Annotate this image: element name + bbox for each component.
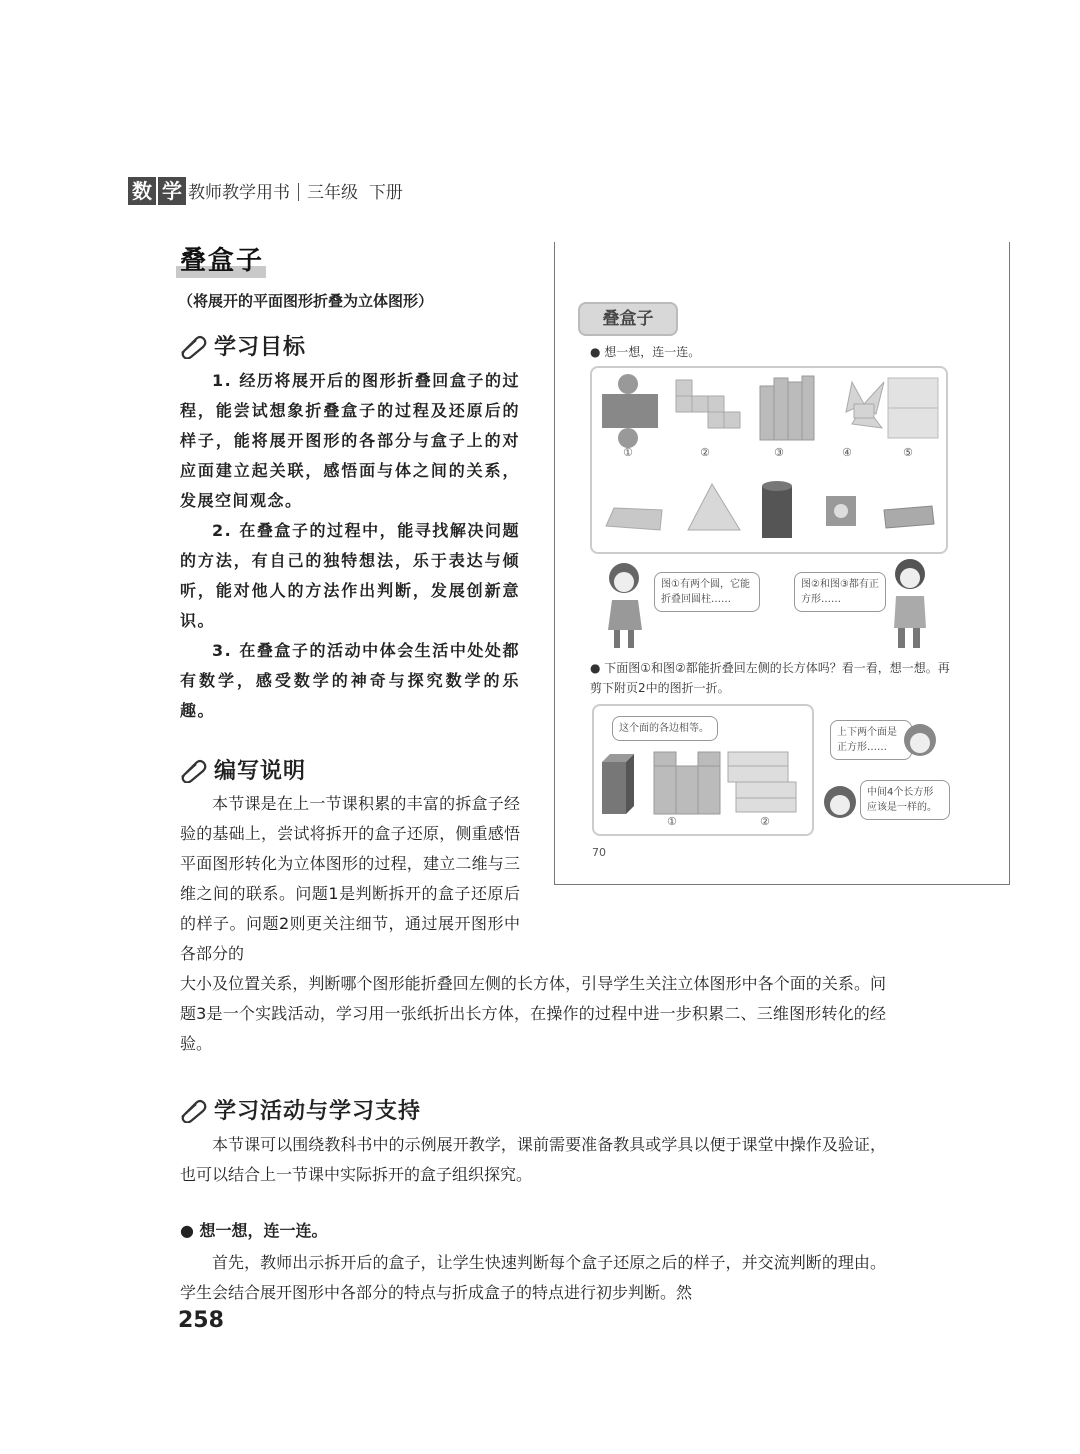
goals-list [180,366,520,726]
solid-pyramid [688,484,740,530]
activity-bullet: ● 想一想，连一连。 [180,1221,328,1240]
solid-flat-box [606,508,662,530]
writing-heading-text: 编写说明 [214,759,307,784]
header-separator [298,183,299,201]
logo-char-1: 数 [128,177,156,205]
net-option-2 [728,752,796,812]
page-number: 258 [178,1308,224,1333]
cuboid-original [602,754,634,814]
logo-char-2: 学 [158,177,186,205]
goals-heading-text: 学习目标 [214,335,307,360]
solid-cylinder [762,481,792,538]
net-cylinder [602,374,658,448]
sub-label-2: ② [760,815,770,828]
net-option-1 [654,752,720,814]
activity-heading [178,1094,421,1125]
solid-cube-hole [826,496,856,526]
girl-face-icon [822,784,858,820]
solids-row [600,480,940,546]
writing-para-full: 大小及位置关系，判断哪个图形能折叠回左侧的长方体，引导学生关注立体图形中各个面的关系。问题3是一个实践活动，学习用一张纸折出长方体，在操作的过程中进一步积累二、三维图形转化的经验。 [180,974,886,1053]
girl-figure [598,560,652,652]
header-volume: 下册 [368,183,403,203]
header-logo [128,176,188,206]
bubble-top: 上下两个面是正方形…… [830,720,912,760]
net-cube [676,380,740,428]
activity-para2-box [180,1248,886,1308]
writing-para-full-box [180,969,886,1059]
paperclip-icon [178,757,208,783]
goal-item-3: 3. 在叠盒子的活动中体会生活中处处都有数学，感受数学的神奇与探究数学的乐趣。 [180,641,520,720]
shape-label-4: ④ [842,446,852,459]
header-book: 教师教学用书 [188,183,290,203]
net-cuboid [888,378,938,438]
textbook-q2: ● 下面图①和图②都能折叠回左侧的长方体吗？看一看，想一想。再剪下附页2中的图折一折。 [590,661,950,695]
paperclip-icon [178,333,208,359]
sub-label-1: ① [667,815,677,828]
nets-row-2 [596,748,806,816]
writing-heading [178,754,306,785]
goal-item-1: 1. 经历将展开后的图形折叠回盒子的过程，能尝试想象折叠盒子的过程及还原后的样子，能将展开图形的各部分与盒子上的对应面建立起关联，感悟面与体之间的关系，发展空间观念。 [180,371,520,510]
header-grade: 三年级 [307,183,358,203]
activity-para: 本节课可以围绕教科书中的示例展开教学，课前需要准备教具或学具以便于课堂中操作及验证，也可以结合上一节课中实际拆开的盒子组织探究。 [180,1135,886,1184]
solid-long-box [884,506,934,528]
writing-para-top: 本节课是在上一节课积累的丰富的拆盒子经验的基础上，尝试将拆开的盒子还原，侧重感悟平面图形转化为立体图形的过程，建立二维与三维之间的联系。问题1是判断拆开的盒子还原后的样子。问题2则更关注细节，通过展开图形中各部分的 [180,794,520,963]
activity-para-box [180,1130,886,1190]
writing-para-top-box [180,789,520,969]
bubble-boy: 图②和图③都有正方形…… [794,572,886,612]
shape-label-3: ③ [774,446,784,459]
shape-label-1: ① [623,446,633,459]
goal-item-2: 2. 在叠盒子的过程中，能寻找解决问题的方法，有自己的独特想法，乐于表达与倾听，能对他人的方法作出判断，发展创新意识。 [180,521,520,630]
header-text [188,178,403,203]
boy-figure [880,556,938,652]
textbook-title: 叠盒子 [578,302,678,336]
shape-label-2: ② [700,446,710,459]
lesson-subtitle: （将展开的平面图形折叠为立体图形） [178,292,434,310]
shape-label-5: ⑤ [903,446,913,459]
textbook-page-number: 70 [592,846,606,859]
bubble-mid: 中间4个长方形应该是一样的。 [860,780,950,820]
paperclip-icon [178,1097,208,1123]
boy-face-icon [902,722,938,758]
bubble-girl: 图①有两个圆，它能折叠回圆柱…… [654,572,760,612]
nets-row [596,372,942,452]
lesson-title: 叠盒子 [180,246,265,276]
net-prism [760,376,814,440]
activity-para2: 首先，教师出示拆开后的盒子，让学生快速判断每个盒子还原之后的样子，并交流判断的理由。学生会结合展开图形中各部分的特点与折成盒子的特点进行初步判断。然 [180,1253,886,1302]
net-pyramid [846,382,884,428]
activity-heading-text: 学习活动与学习支持 [214,1099,422,1124]
goals-heading [178,330,306,361]
textbook-q1: ● 想一想，连一连。 [590,345,701,359]
bubble-edges: 这个面的各边相等。 [612,716,718,741]
